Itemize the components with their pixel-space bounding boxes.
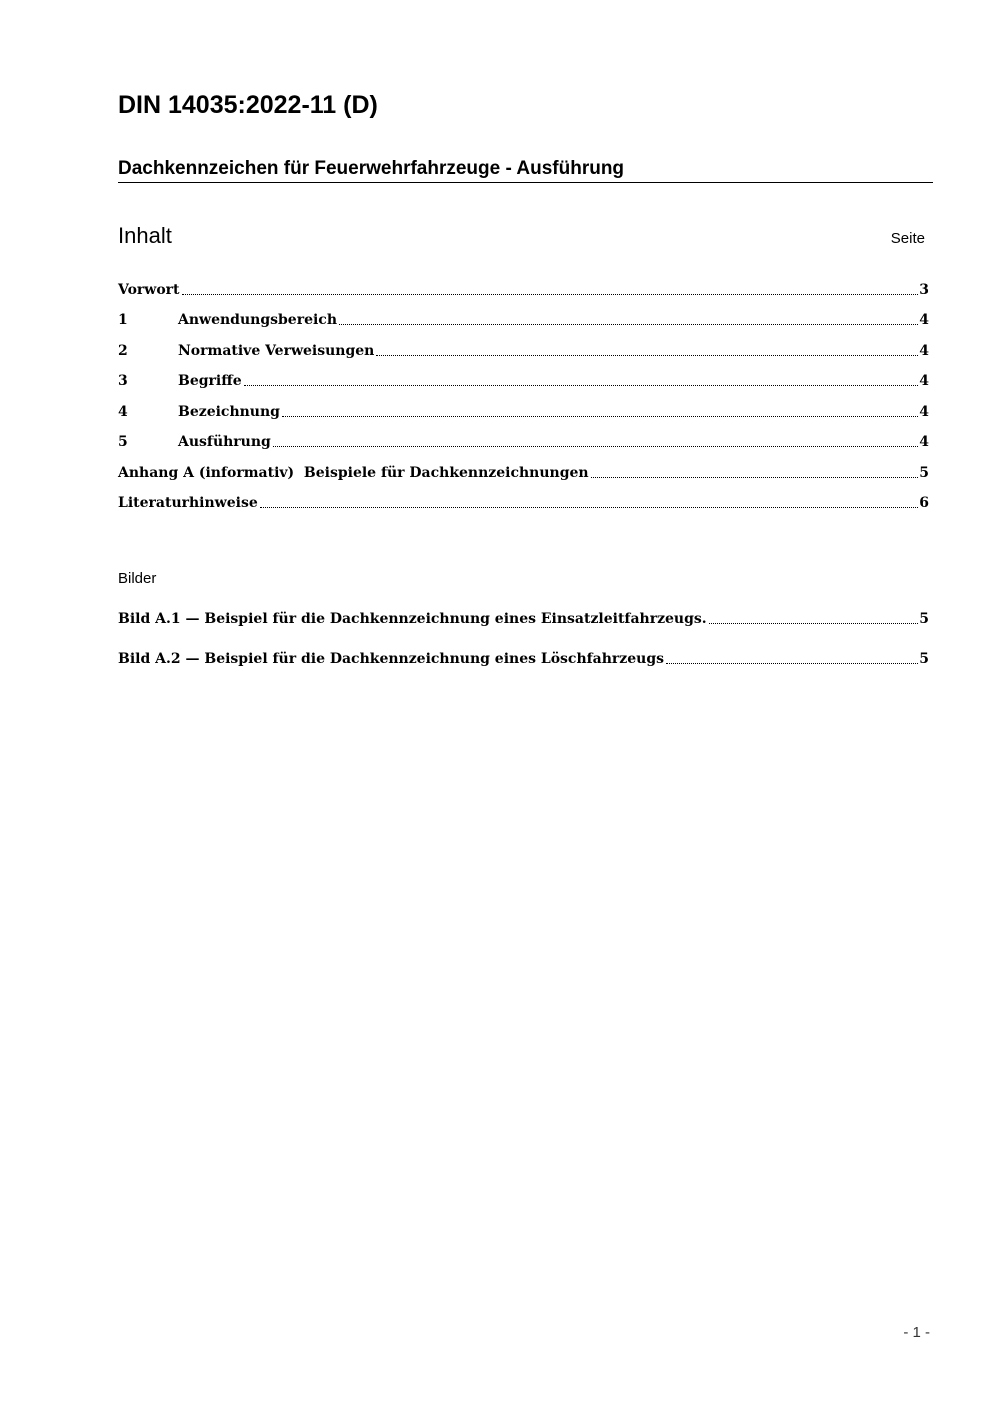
document-subtitle: Dachkennzeichen für Feuerwehrfahrzeuge - Ausführung <box>118 157 933 183</box>
toc-dot-leader <box>376 354 918 356</box>
toc-entry-text: Vorwort <box>118 282 180 298</box>
figure-entry-page: 5 <box>919 651 929 667</box>
toc-page-column-label: Seite <box>890 230 925 247</box>
figure-entry-a1[interactable] <box>118 608 929 630</box>
toc-entry-section-4[interactable] <box>118 401 929 423</box>
toc-entry-number: 1 <box>118 312 128 328</box>
toc-entry-number: 2 <box>118 343 128 359</box>
toc-dot-leader <box>709 622 919 624</box>
toc-entry-section-1[interactable] <box>118 309 929 331</box>
toc-entry-text: Anwendungsbereich <box>178 312 337 328</box>
figure-entry-page: 5 <box>919 611 929 627</box>
toc-dot-leader <box>182 293 919 295</box>
toc-dot-leader <box>591 476 919 478</box>
toc-entry-page: 4 <box>919 312 929 328</box>
toc-entry-page: 4 <box>919 373 929 389</box>
toc-entry-page: 4 <box>919 343 929 359</box>
toc-entry-section-5[interactable] <box>118 431 929 453</box>
toc-dot-leader <box>339 323 918 325</box>
figure-entry-text: Bild A.1 — Beispiel für die Dachkennzeichnung eines Einsatzleitfahrzeugs. <box>118 611 707 627</box>
toc-dot-leader <box>244 384 919 386</box>
toc-entry-text: Normative Verweisungen <box>178 343 375 359</box>
toc-entry-page: 6 <box>919 495 929 511</box>
toc-entry-text: Literaturhinweise <box>118 495 258 511</box>
toc-entry-number: 3 <box>118 373 128 389</box>
toc-entry-annex-a[interactable] <box>118 462 929 484</box>
toc-entry-bibliography[interactable] <box>118 492 929 514</box>
toc-dot-leader <box>273 445 918 447</box>
toc-entry-text: Begriffe <box>178 373 242 389</box>
toc-entry-page: 4 <box>919 434 929 450</box>
toc-entry-text: Ausführung <box>178 434 271 450</box>
toc-entry-section-2[interactable] <box>118 340 929 362</box>
document-number: DIN 14035:2022-11 (D) <box>118 91 378 119</box>
page-number: - 1 - <box>903 1324 930 1341</box>
toc-entry-section-3[interactable] <box>118 370 929 392</box>
toc-entry-page: 4 <box>919 404 929 420</box>
figure-entry-a2[interactable] <box>118 648 929 670</box>
toc-entry-number: 5 <box>118 434 128 450</box>
toc-entry-text: Bezeichnung <box>178 404 280 420</box>
toc-entry-page: 5 <box>919 465 929 481</box>
toc-heading: Inhalt <box>118 223 172 248</box>
toc-entry-foreword[interactable] <box>118 279 929 301</box>
toc-dot-leader <box>260 506 919 508</box>
toc-entry-text: Anhang A (informativ) Beispiele für Dachkennzeichnungen <box>118 465 589 481</box>
toc-entry-page: 3 <box>919 282 929 298</box>
figure-entry-text: Bild A.2 — Beispiel für die Dachkennzeichnung eines Löschfahrzeugs <box>118 651 664 667</box>
toc-dot-leader <box>282 415 918 417</box>
figures-heading: Bilder <box>118 570 157 587</box>
toc-entry-number: 4 <box>118 404 128 420</box>
toc-dot-leader <box>666 662 918 664</box>
